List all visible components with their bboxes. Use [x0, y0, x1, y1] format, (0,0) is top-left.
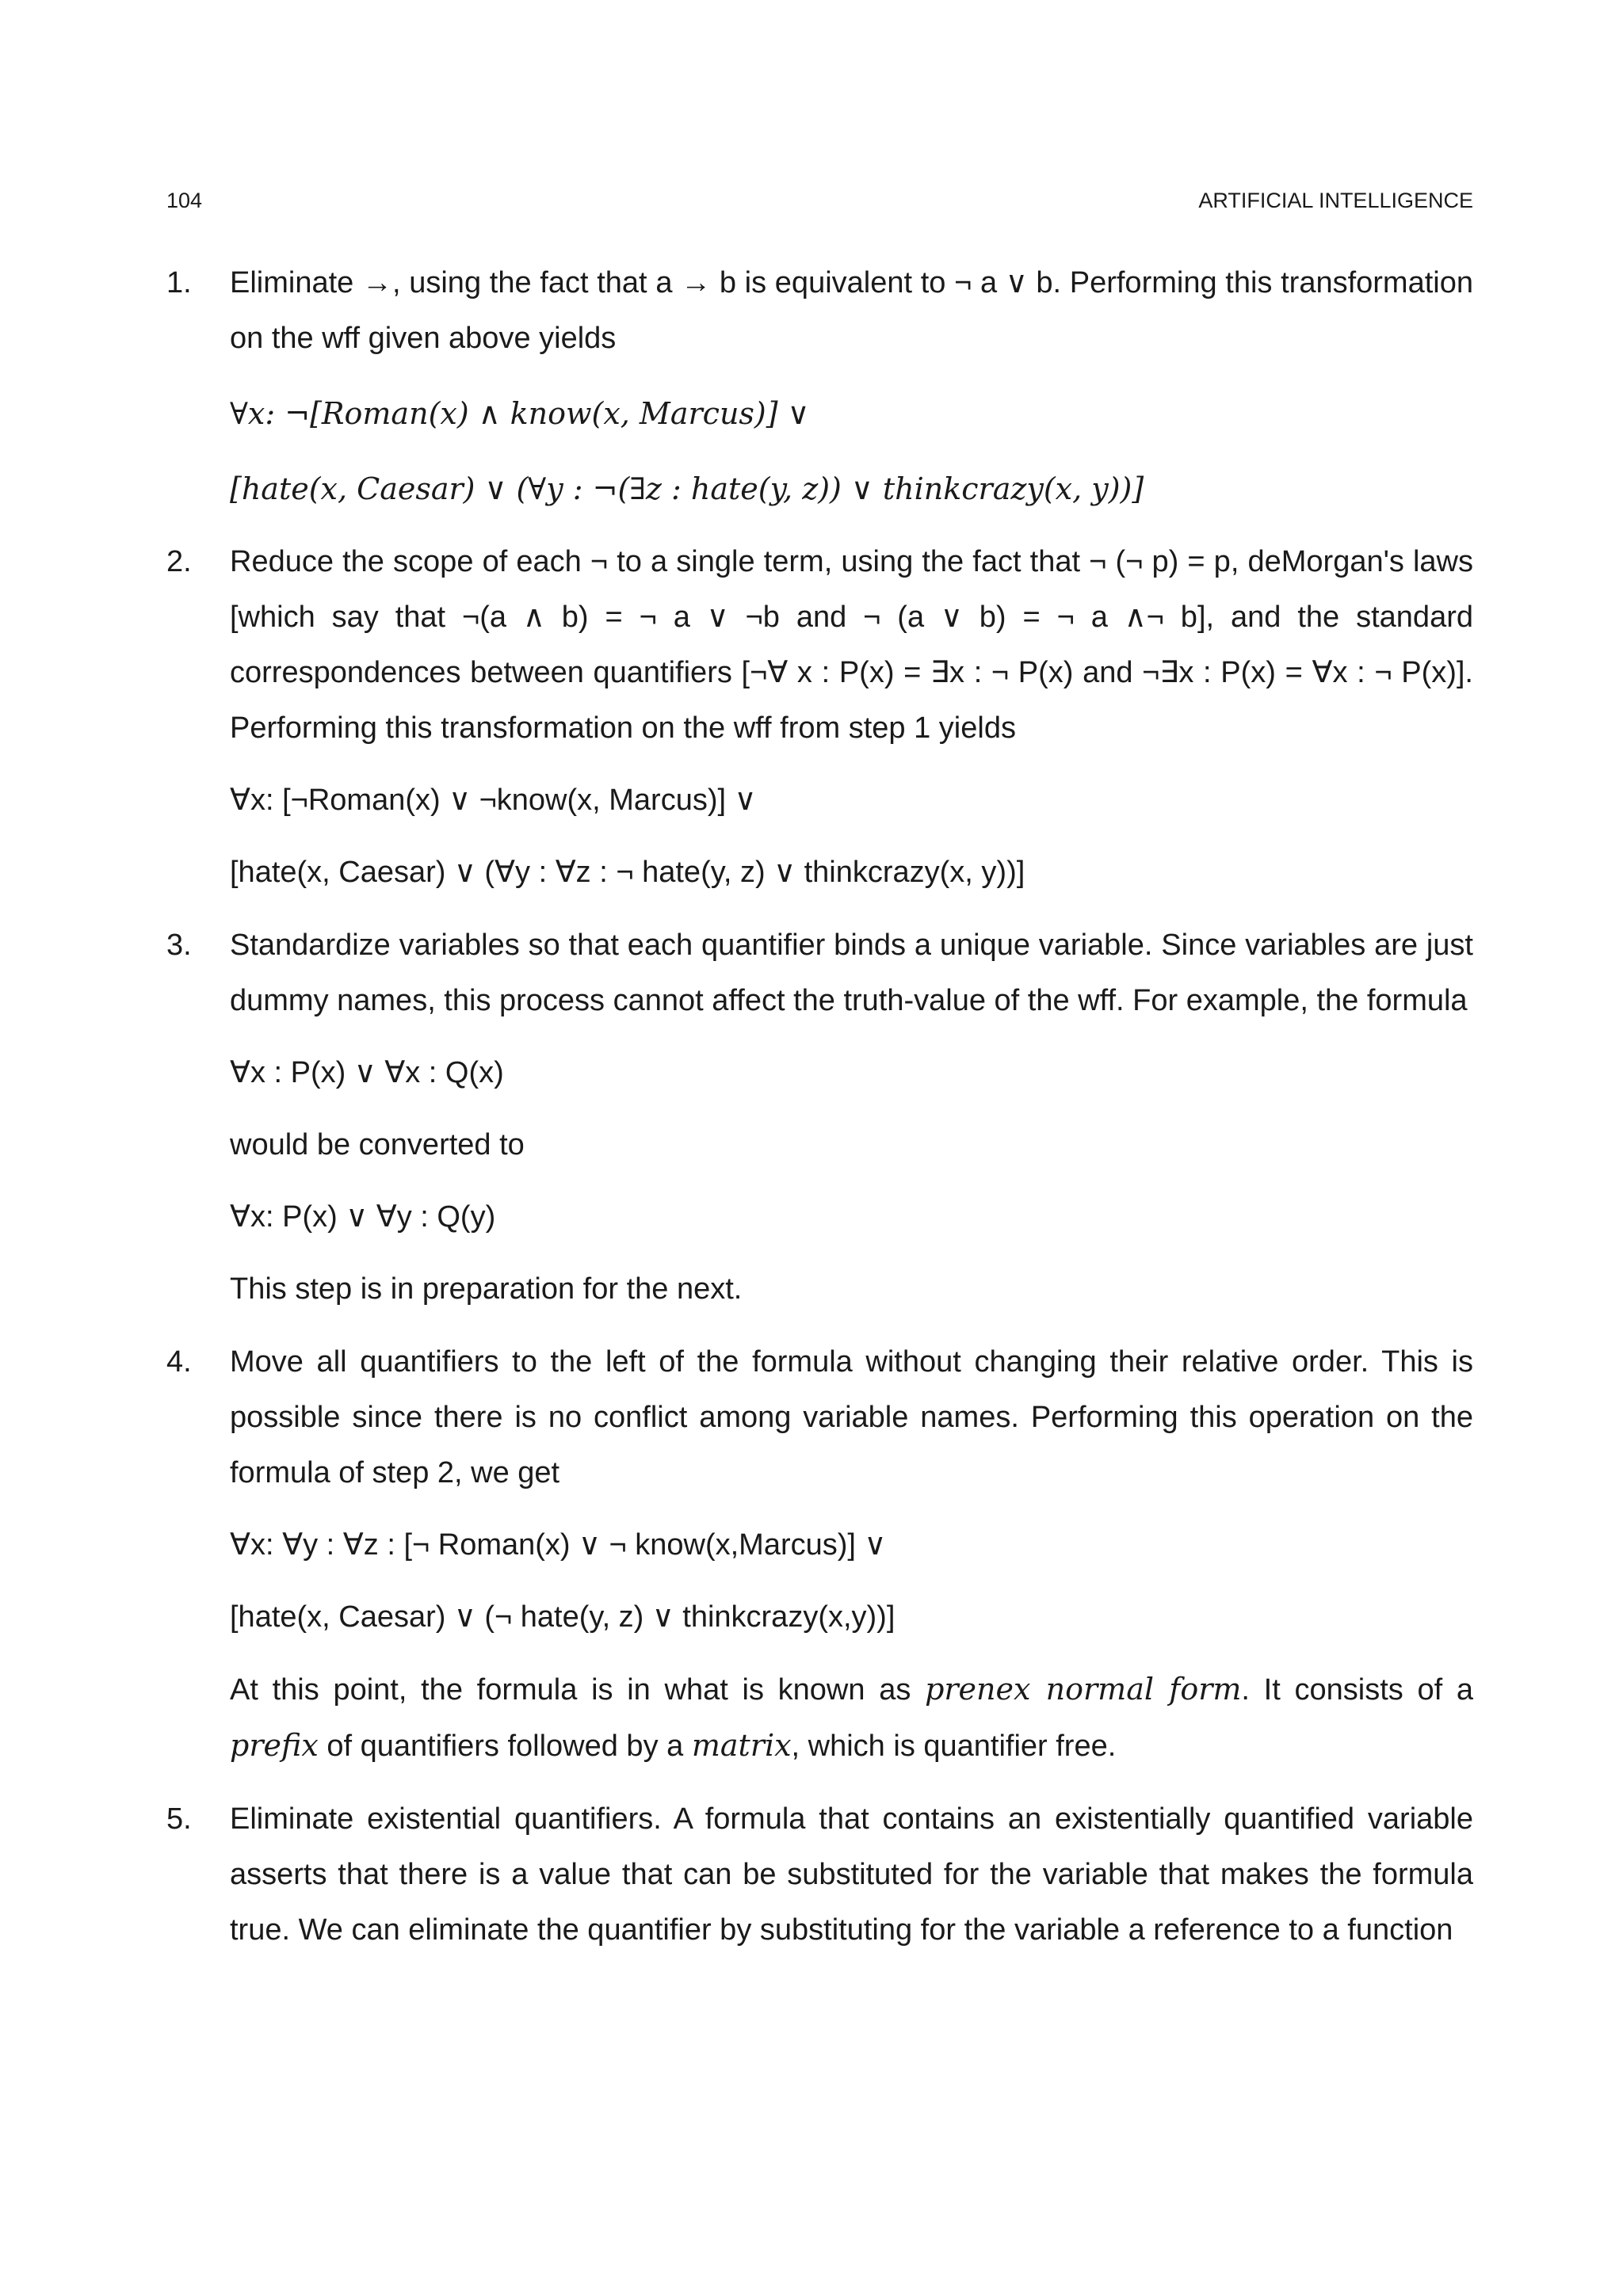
- formula: [hate(x, Caesar) ∨ (¬ hate(y, z) ∨ thinkcrazy(x,y))]: [230, 1600, 896, 1634]
- formula: ∀x : P(x) ∨ ∀x : Q(x): [230, 1056, 504, 1089]
- formula: ∀x: ¬[Roman(x) ∧ know(x, Marcus)] ∨: [230, 396, 810, 431]
- step-text: At this point, the formula is in what is known as prenex normal form. It consists of a prefix of quantifiers followed by a matrix, which is quantifier free.: [230, 1672, 1474, 1763]
- step-text: Eliminate existential quantifiers. A formula that contains an existentially quantified variable asserts that there is a value that can be substituted for the variable that makes the formula true. We can eliminate the quantifier by substituting for the variable a reference to a function: [230, 1802, 1473, 1947]
- step-number: 1.: [166, 266, 192, 299]
- formula: ∀x: P(x) ∨ ∀y : Q(y): [230, 1200, 496, 1234]
- step-4: [166, 1334, 1473, 1774]
- step-text: Move all quantifiers to the left of the formula without changing their relative order. This is possible since there is no conflict among variable names. Performing this operation on the formula of step 2, we get: [230, 1345, 1473, 1489]
- step-2: [166, 534, 1473, 900]
- step-text: Reduce the scope of each ¬ to a single term, using the fact that ¬ (¬ p) = p, deMorgan's laws [which say that ¬(a ∧ b) = ¬ a ∨ ¬b and ¬ (a ∨ b) = ¬ a ∧¬ b], and the standard correspondences between quantifiers [¬∀ x : P(x) = ∃x : ¬ P(x) and ¬∃x : P(x) = ∀x : ¬ P(x)]. Performing this transformation on the wff from step 1 yields: [230, 545, 1473, 745]
- running-title: ARTIFICIAL INTELLIGENCE: [1198, 189, 1473, 212]
- step-text: This step is in preparation for the next.: [230, 1272, 743, 1306]
- page-header: [166, 189, 1473, 213]
- formula: ∀x: [¬Roman(x) ∨ ¬know(x, Marcus)] ∨: [230, 784, 757, 817]
- term-matrix: matrix: [691, 1728, 792, 1763]
- step-text: Standardize variables so that each quantifier binds a unique variable. Since variables are just dummy names, this process cannot affect the truth-value of the wff. For example, the formula: [230, 929, 1473, 1017]
- formula: [hate(x, Caesar) ∨ (∀y : ¬(∃z : hate(y, z)) ∨ thinkcrazy(x, y))]: [230, 471, 1144, 506]
- step-text: would be converted to: [230, 1128, 525, 1161]
- term-prenex-normal-form: prenex normal form: [925, 1672, 1242, 1707]
- formula: ∀x: ∀y : ∀z : [¬ Roman(x) ∨ ¬ know(x,Marcus)] ∨: [230, 1528, 887, 1562]
- step-number: 3.: [166, 929, 192, 962]
- step-number: 5.: [166, 1802, 192, 1836]
- formula: [hate(x, Caesar) ∨ (∀y : ∀z : ¬ hate(y, z) ∨ thinkcrazy(x, y))]: [230, 856, 1025, 889]
- step-3: [166, 917, 1473, 1317]
- step-text: Eliminate →, using the fact that a → b is equivalent to ¬ a ∨ b. Performing this transformation on the wff given above yields: [230, 266, 1473, 355]
- step-5: [166, 1791, 1473, 1958]
- page-content: [166, 255, 1473, 1958]
- page-number: 104: [166, 189, 203, 212]
- step-number: 4.: [166, 1345, 192, 1379]
- term-prefix: prefix: [230, 1728, 319, 1763]
- step-1: [166, 255, 1473, 517]
- step-number: 2.: [166, 545, 192, 578]
